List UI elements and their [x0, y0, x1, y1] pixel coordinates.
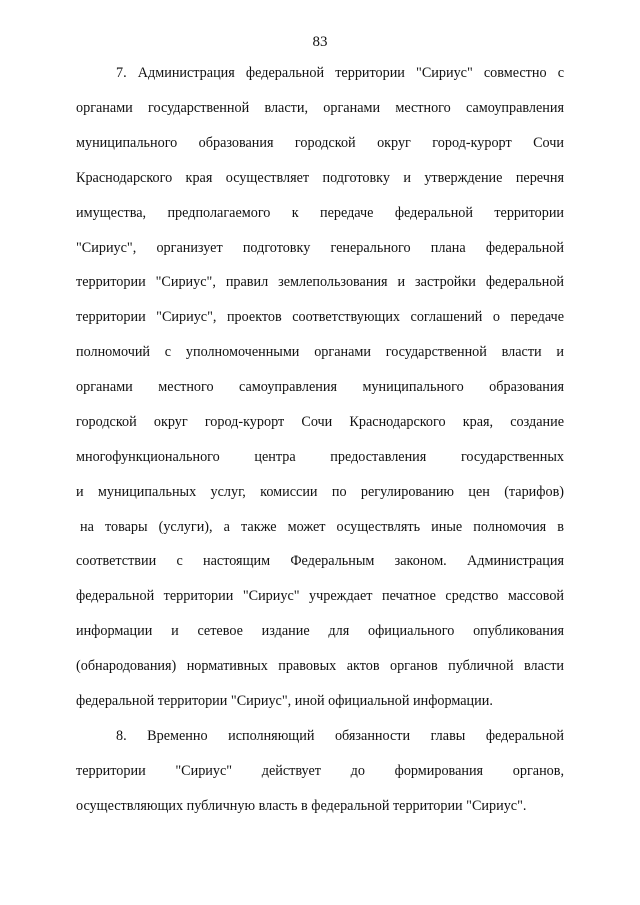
paragraph-8-line-2: территории "Сириус" действует до формирования органов, [76, 763, 564, 779]
paragraph-7-line-13: и муниципальных услуг, комиссии по регулированию цен (тарифов) [76, 484, 564, 500]
page-number: 83 [312, 34, 328, 50]
paragraph-7-line-1: 7. Администрация федеральной территории "Сириус" совместно с [116, 65, 564, 81]
paragraph-7-line-16: федеральной территории "Сириус" учреждает печатное средство массовой [76, 588, 564, 604]
paragraph-7-line-8: территории "Сириус", проектов соответствующих соглашений о передаче [76, 309, 564, 325]
paragraph-7-line-9: полномочий с уполномоченными органами государственной власти и [76, 344, 564, 360]
paragraph-7-line-2: органами государственной власти, органами местного самоуправления [76, 100, 564, 116]
paragraph-7-line-19: федеральной территории "Сириус", иной официальной информации. [76, 693, 493, 709]
paragraph-7-line-4: Краснодарского края осуществляет подготовку и утверждение перечня [76, 170, 564, 186]
paragraph-7-line-12: многофункционального центра предоставления государственных [76, 449, 564, 465]
paragraph-7-line-3: муниципального образования городской округ город-курорт Сочи [76, 135, 564, 151]
paragraph-7-line-5: имущества, предполагаемого к передаче федеральной территории [76, 205, 564, 221]
paragraph-7-line-10: органами местного самоуправления муниципального образования [76, 379, 564, 395]
paragraph-8-line-1: 8. Временно исполняющий обязанности главы федеральной [116, 728, 564, 744]
paragraph-7-line-11: городской округ город-курорт Сочи Краснодарского края, создание [76, 414, 564, 430]
paragraph-7-line-18: (обнародования) нормативных правовых актов органов публичной власти [76, 658, 564, 674]
paragraph-7-line-7: территории "Сириус", правил землепользования и застройки федеральной [76, 274, 564, 290]
paragraph-7-line-17: информации и сетевое издание для официального опубликования [76, 623, 564, 639]
paragraph-7-line-15: соответствии с настоящим Федеральным законом. Администрация [76, 553, 564, 569]
paragraph-8-line-3: осуществляющих публичную власть в федеральной территории "Сириус". [76, 798, 527, 814]
paragraph-7-line-6: "Сириус", организует подготовку генерального плана федеральной [76, 240, 564, 256]
paragraph-7-line-14: на товары (услуги), а также может осуществлять иные полномочия в [80, 519, 564, 535]
